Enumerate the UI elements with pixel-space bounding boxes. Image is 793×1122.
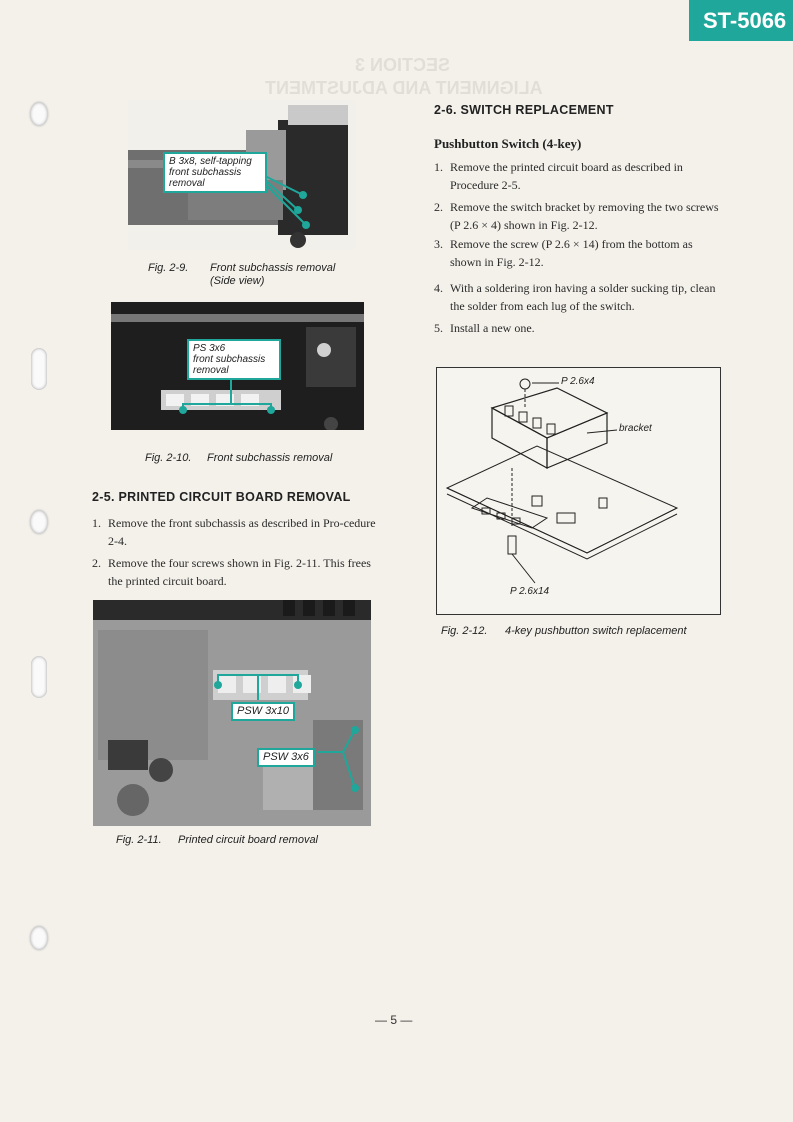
fig-2-12-caption-text: 4-key pushbutton switch replacement <box>505 625 687 637</box>
step-number: 4. <box>434 281 443 295</box>
step-text: With a soldering iron having a solder sucking tip, clean the solder from each lug of the switch. <box>450 281 716 313</box>
fig-2-9-number: Fig. 2-9. <box>148 262 189 274</box>
fig-2-12-label-bracket: bracket <box>619 423 652 434</box>
fig-2-11-callout-psw3x10: PSW 3x10 <box>231 702 295 721</box>
section-2-5-step <box>92 514 382 550</box>
bleed-through-text: ALIGNMENT AND ADJUSTMENT <box>265 78 543 98</box>
step-text: Remove the front subchassis as described in Pro-cedure 2-4. <box>108 516 376 548</box>
fig-2-11-number: Fig. 2-11. <box>116 834 162 846</box>
fig-2-9-caption-2: (Side view) <box>210 275 265 287</box>
fig-2-12-number: Fig. 2-12. <box>441 625 488 637</box>
fig-2-11-callout-psw3x6: PSW 3x6 <box>257 748 315 767</box>
step-text: Remove the screw (P 2.6 × 14) from the bottom as shown in Fig. 2-12. <box>450 237 693 269</box>
section-2-6-step <box>434 279 724 315</box>
step-number: 1. <box>434 160 443 174</box>
page-number: — 5 — <box>375 1013 413 1027</box>
section-2-5-step <box>92 554 382 590</box>
fig-2-9-callout: B 3x8, self-tapping front subchassis removal <box>163 152 267 193</box>
fig-2-9-caption <box>148 262 335 274</box>
step-text: Install a new one. <box>450 321 535 335</box>
section-2-6-step <box>434 319 724 337</box>
fig-2-12-diagram <box>436 367 721 615</box>
binder-slot <box>31 348 47 390</box>
step-number: 5. <box>434 321 443 335</box>
step-number: 2. <box>92 556 101 570</box>
fig-2-10-caption-text: Front subchassis removal <box>207 452 333 464</box>
section-2-6-step <box>434 158 724 194</box>
fig-2-10-callout: PS 3x6 front subchassis removal <box>187 339 281 380</box>
step-text: Remove the switch bracket by removing the two screws (P 2.6 × 4) shown in Fig. 2-12. <box>450 200 719 232</box>
fig-2-12-caption <box>441 625 687 637</box>
fig-2-10-number: Fig. 2-10. <box>145 452 192 464</box>
bleed-through-text: SECTION 3 <box>355 55 451 75</box>
section-2-6-heading: 2-6. SWITCH REPLACEMENT <box>434 103 614 117</box>
binder-hole <box>30 102 48 126</box>
binder-hole <box>30 510 48 534</box>
fig-2-11-caption <box>116 834 318 846</box>
model-tag: ST-5066 <box>689 0 793 41</box>
fig-2-12-label-top-screw: P 2.6x4 <box>561 376 595 387</box>
binder-hole <box>30 926 48 950</box>
fig-2-9-caption-text: Front subchassis removal <box>210 262 336 274</box>
step-number: 2. <box>434 200 443 214</box>
step-text: Remove the four screws shown in Fig. 2-11. This frees the printed circuit board. <box>108 556 371 588</box>
section-2-6-step <box>434 235 724 271</box>
fig-2-12-label-bottom-screw: P 2.6x14 <box>510 586 550 597</box>
fig-2-11-caption-text: Printed circuit board removal <box>178 834 319 846</box>
step-text: Remove the printed circuit board as described in Procedure 2-5. <box>450 160 683 192</box>
section-2-6-step <box>434 198 724 234</box>
fig-2-10-caption <box>145 452 332 464</box>
binder-slot <box>31 656 47 698</box>
step-number: 1. <box>92 516 101 530</box>
section-2-5-heading: 2-5. PRINTED CIRCUIT BOARD REMOVAL <box>92 490 351 504</box>
section-2-6-subheading: Pushbutton Switch (4-key) <box>434 136 582 151</box>
step-number: 3. <box>434 237 443 251</box>
